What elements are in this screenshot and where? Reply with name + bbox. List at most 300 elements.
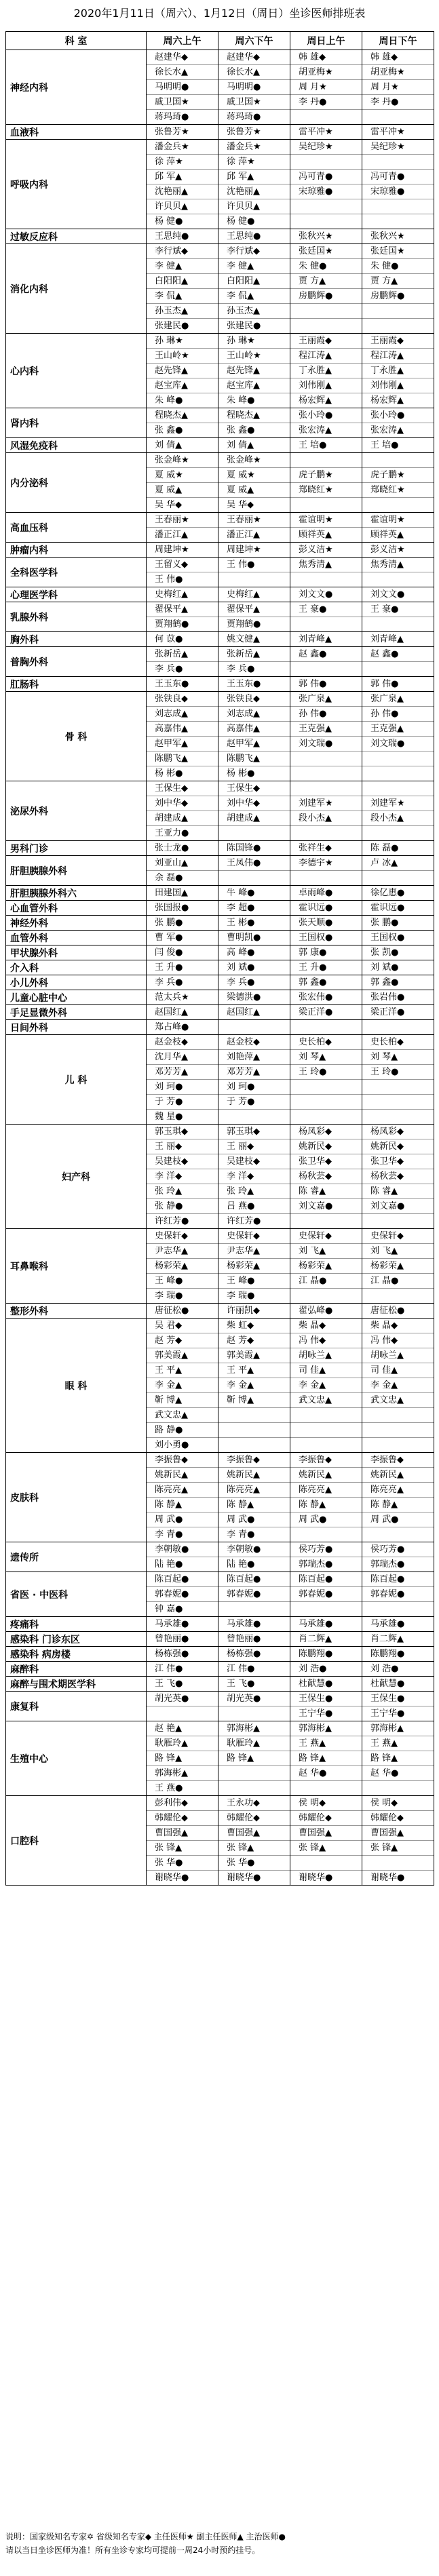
doctor-entry	[362, 1110, 434, 1124]
doctor-entry: 杨凤彩◆	[362, 1125, 434, 1139]
doctor-entry: 王保生●	[362, 1692, 434, 1706]
doctor-entry: 周 武●	[290, 1513, 362, 1527]
doctor-entry: 吴纪珍★	[362, 140, 434, 155]
doctor-entry: 翟保平▲	[218, 602, 290, 617]
doctor-entry: 王 燕●	[155, 1783, 183, 1793]
schedule-cell	[362, 841, 434, 856]
doctor-entry: 张金峰★	[147, 453, 218, 468]
doctor-entry: 陆 艳●	[155, 1559, 183, 1569]
doctor-entry	[290, 155, 362, 170]
header-sat-pm: 周六下午	[218, 32, 290, 50]
doctor-entry: 郭瑞杰●	[370, 1559, 405, 1569]
doctor-entry: 郭美霞▲	[147, 1348, 218, 1363]
doctor-entry: 霍谊明★	[290, 513, 362, 528]
doctor-entry: 王 燕▲	[362, 1736, 434, 1751]
doctor-entry: 王 平▲	[147, 1363, 218, 1378]
doctor-entry: 曹国强▲	[290, 1826, 362, 1841]
schedule-cell	[147, 1005, 218, 1020]
doctor-entry: 何 苡●	[155, 634, 183, 644]
department-name: 过敏反应科	[6, 229, 147, 244]
department-name: 肝胆胰腺外科	[6, 856, 147, 886]
doctor-entry: 于 芳●	[147, 1095, 218, 1110]
doctor-entry: 郭春妮●	[218, 1587, 290, 1602]
doctor-entry: 张宏涛▲	[299, 425, 332, 435]
doctor-entry: 张士龙●	[155, 843, 189, 853]
table-row	[6, 1035, 434, 1125]
doctor-entry	[362, 453, 434, 468]
schedule-cell	[362, 1005, 434, 1020]
schedule-cell	[362, 1662, 434, 1677]
table-row	[6, 408, 434, 438]
doctor-entry: 宋琼雅●	[362, 184, 434, 199]
table-row	[6, 1721, 434, 1796]
schedule-cell	[362, 1229, 434, 1304]
doctor-entry: 张 鑫●	[227, 425, 255, 435]
schedule-cell	[362, 408, 434, 438]
doctor-entry: 刘建军★	[290, 796, 362, 811]
doctor-entry: 朱 峰●	[227, 395, 255, 406]
doctor-entry: 许贝贝▲	[147, 199, 218, 214]
schedule-cell	[362, 916, 434, 931]
schedule-cell	[362, 1692, 434, 1721]
schedule-cell	[362, 558, 434, 587]
schedule-cell	[290, 1020, 362, 1035]
table-row	[6, 1617, 434, 1632]
schedule-cell	[147, 916, 218, 931]
department-name: 心血管外科	[6, 901, 147, 916]
schedule-cell	[290, 781, 362, 841]
doctor-entry: 刘 琴▲	[362, 1050, 434, 1065]
schedule-cell	[362, 781, 434, 841]
doctor-entry: 陈百起●	[147, 1572, 218, 1587]
doctor-entry: 韩耀伦◆	[218, 1811, 290, 1826]
doctor-entry	[290, 1438, 362, 1452]
doctor-entry: 王山岭★	[218, 349, 290, 364]
department-name: 整形外科	[6, 1304, 147, 1319]
doctor-entry: 张鲁芳★	[155, 127, 189, 137]
doctor-entry: 李 兵●	[227, 977, 255, 988]
doctor-entry: 张 鑫●	[155, 425, 183, 435]
doctor-entry: 史保轩◆	[362, 1229, 434, 1244]
doctor-entry: 程晓杰▲	[147, 408, 218, 423]
doctor-entry	[147, 1706, 218, 1721]
doctor-entry	[290, 199, 362, 214]
department-name: 肿瘤内科	[6, 543, 147, 558]
doctor-entry	[362, 766, 434, 781]
doctor-entry: 谢晓华●	[370, 1873, 405, 1883]
doctor-entry	[218, 1110, 290, 1124]
schedule-cell	[147, 990, 218, 1005]
schedule-table	[5, 31, 434, 1886]
doctor-entry: 李朝敏●	[218, 1542, 290, 1557]
schedule-cell	[362, 886, 434, 901]
doctor-entry: 王丽霞◆	[362, 334, 434, 349]
schedule-cell	[218, 1677, 290, 1692]
doctor-entry: 胡建成▲	[218, 811, 290, 826]
doctor-entry: 雷平冲★	[299, 127, 333, 137]
doctor-entry: 丁永胜▲	[290, 364, 362, 378]
doctor-entry: 赵先锋▲	[147, 364, 218, 378]
doctor-entry: 胡咏兰▲	[362, 1348, 434, 1363]
schedule-cell	[290, 543, 362, 558]
doctor-entry: 刘 斌●	[227, 962, 255, 973]
schedule-cell	[147, 513, 218, 543]
doctor-entry: 耿雁玲▲	[147, 1736, 218, 1751]
doctor-entry: 曹明凯●	[227, 933, 261, 943]
doctor-entry: 王玉东●	[227, 679, 261, 689]
department-name: 风湿免疫科	[6, 438, 147, 453]
department-name: 普胸外科	[6, 647, 147, 677]
doctor-entry: 刘中华◆	[218, 796, 290, 811]
schedule-cell	[218, 931, 290, 945]
doctor-entry: 余 磊●	[155, 873, 183, 883]
doctor-entry: 陈百起●	[290, 1572, 362, 1587]
doctor-entry: 江 伟●	[227, 1664, 255, 1674]
schedule-cell	[218, 50, 290, 125]
header-sun-pm: 周日下午	[362, 32, 434, 50]
doctor-entry: 刘 珂●	[218, 1080, 290, 1095]
schedule-cell	[218, 1632, 290, 1647]
doctor-entry: 李 洋◆	[147, 1169, 218, 1184]
schedule-cell	[362, 692, 434, 781]
schedule-cell	[218, 990, 290, 1005]
doctor-entry: 李 超●	[227, 903, 255, 913]
schedule-cell	[147, 438, 218, 453]
doctor-entry: 肖二辉▲	[370, 1634, 404, 1644]
schedule-cell	[290, 916, 362, 931]
department-name: 肝胆胰腺外科六	[6, 886, 147, 901]
schedule-cell	[218, 229, 290, 244]
doctor-entry	[290, 1020, 362, 1034]
department-name: 省医 · 中医科	[6, 1572, 147, 1617]
schedule-cell	[147, 50, 218, 125]
schedule-cell	[147, 1677, 218, 1692]
doctor-entry: 王 培●	[370, 440, 399, 450]
schedule-body	[6, 50, 434, 1886]
department-name: 手足显微外科	[6, 1005, 147, 1020]
doctor-entry: 刘文瑞●	[290, 737, 362, 752]
header-sun-am: 周日上午	[290, 32, 362, 50]
schedule-cell	[218, 1721, 290, 1796]
doctor-entry: 吴 华◆	[155, 500, 183, 510]
table-row	[6, 543, 434, 558]
doctor-entry: 顾祥英▲	[370, 530, 404, 540]
department-name: 呼吸内科	[6, 140, 147, 229]
doctor-entry: 刘志成▲	[218, 707, 290, 722]
doctor-entry: 王 燕▲	[290, 1736, 362, 1751]
table-row	[6, 438, 434, 453]
doctor-entry: 王 培●	[299, 440, 327, 450]
doctor-entry: 田建国▲	[155, 888, 188, 898]
schedule-cell	[290, 1035, 362, 1125]
doctor-entry	[362, 110, 434, 124]
doctor-entry: 刘 倩▲	[155, 440, 183, 450]
table-row	[6, 1125, 434, 1229]
doctor-entry: 李 金▲	[290, 1378, 362, 1393]
schedule-cell	[290, 408, 362, 438]
doctor-entry: 李 丹●	[362, 95, 434, 110]
doctor-entry: 王 彬●	[227, 918, 255, 928]
doctor-entry: 王宁华●	[299, 1709, 333, 1719]
table-row	[6, 140, 434, 229]
doctor-entry: 周 武●	[147, 1513, 218, 1527]
notice-line: 请以当日坐诊医师为准！所有坐诊专家均可提前一周24小时预约挂号。	[5, 2545, 261, 2555]
doctor-entry: 陈鹏飞▲	[218, 752, 290, 766]
doctor-entry: 尹志华▲	[218, 1244, 290, 1259]
doctor-entry: 郭玉琪◆	[147, 1125, 218, 1139]
doctor-entry	[362, 319, 434, 333]
doctor-entry: 杨秋芸◆	[290, 1169, 362, 1184]
schedule-cell	[147, 229, 218, 244]
doctor-entry: 周建坤★	[227, 545, 261, 555]
schedule-cell	[290, 602, 362, 632]
doctor-entry: 刘文文●	[370, 589, 405, 600]
schedule-cell	[362, 931, 434, 945]
doctor-entry: 王 玲●	[290, 1065, 362, 1080]
schedule-cell	[290, 975, 362, 990]
doctor-entry	[290, 304, 362, 319]
doctor-entry: 张 锋▲	[290, 1841, 362, 1856]
doctor-entry: 蒋玛琦●	[227, 112, 261, 122]
doctor-entry: 赵国红▲	[155, 1007, 188, 1017]
doctor-entry: 朱 健●	[290, 259, 362, 274]
doctor-entry: 郑占峰●	[155, 1022, 189, 1032]
doctor-entry: 吕 燕●	[218, 1199, 290, 1214]
doctor-entry: 郭美霞▲	[218, 1348, 290, 1363]
schedule-cell	[362, 125, 434, 140]
table-row	[6, 931, 434, 945]
department-name: 皮肤科	[6, 1453, 147, 1542]
doctor-entry: 邱 军▲	[147, 170, 218, 184]
doctor-entry: 刘 飞▲	[290, 1244, 362, 1259]
doctor-entry: 杨彩荣▲	[147, 1259, 218, 1274]
doctor-entry: 郭海彬▲	[147, 1766, 218, 1781]
schedule-cell	[147, 125, 218, 140]
doctor-entry: 翟弘峰●	[299, 1306, 333, 1316]
doctor-entry: 郭 伟●	[370, 679, 399, 689]
doctor-entry: 韩耀伦◆	[290, 1811, 362, 1826]
schedule-cell	[218, 1005, 290, 1020]
schedule-cell	[362, 975, 434, 990]
schedule-cell	[147, 543, 218, 558]
schedule-cell	[362, 602, 434, 632]
schedule-cell	[147, 931, 218, 945]
schedule-cell	[362, 1319, 434, 1453]
doctor-entry	[362, 752, 434, 766]
doctor-entry: 韩耀伦◆	[362, 1811, 434, 1826]
doctor-entry: 彭利伟◆	[147, 1796, 218, 1811]
doctor-entry: 李行斌◆	[218, 244, 290, 259]
doctor-entry: 王 伟●	[218, 558, 290, 572]
schedule-cell	[147, 1632, 218, 1647]
schedule-cell	[147, 1662, 218, 1677]
doctor-entry: 郭春妮●	[362, 1587, 434, 1602]
table-row	[6, 1319, 434, 1453]
schedule-cell	[218, 781, 290, 841]
doctor-entry: 潘金兵★	[147, 140, 218, 155]
doctor-entry: 徐 萍★	[147, 155, 218, 170]
department-name: 口腔科	[6, 1796, 147, 1886]
doctor-entry: 于 芳●	[218, 1095, 290, 1110]
doctor-entry: 邓芳芳▲	[218, 1065, 290, 1080]
doctor-entry: 侯巧芳●	[362, 1542, 434, 1557]
schedule-cell	[218, 334, 290, 408]
doctor-entry: 陈 静▲	[147, 1498, 218, 1513]
doctor-entry	[362, 1438, 434, 1452]
department-name: 生殖中心	[6, 1721, 147, 1796]
schedule-cell	[147, 886, 218, 901]
schedule-cell	[147, 1796, 218, 1886]
schedule-cell	[290, 692, 362, 781]
department-name: 骨 科	[6, 692, 147, 781]
doctor-entry: 徐 萍★	[218, 155, 290, 170]
header-department: 科 室	[6, 32, 147, 50]
table-row	[6, 453, 434, 513]
schedule-cell	[147, 602, 218, 632]
doctor-entry: 高 峰●	[227, 948, 255, 958]
doctor-entry: 谢晓华●	[155, 1873, 189, 1883]
doctor-entry: 王保生◆	[218, 781, 290, 796]
doctor-entry: 王永功◆	[218, 1796, 290, 1811]
doctor-entry: 吴 君◆	[147, 1319, 218, 1333]
doctor-entry: 王 飞●	[155, 1679, 183, 1689]
schedule-cell	[147, 1617, 218, 1632]
table-row	[6, 125, 434, 140]
schedule-cell	[362, 453, 434, 513]
doctor-entry: 戚卫国★	[218, 95, 290, 110]
doctor-entry: 柴 晶◆	[362, 1319, 434, 1333]
schedule-cell	[290, 513, 362, 543]
doctor-entry: 马明明●	[147, 80, 218, 95]
schedule-cell	[290, 1005, 362, 1020]
table-row	[6, 50, 434, 125]
doctor-entry: 邱 军▲	[218, 170, 290, 184]
doctor-entry: 李 金▲	[218, 1378, 290, 1393]
table-row	[6, 1453, 434, 1542]
doctor-entry	[290, 1110, 362, 1124]
doctor-entry	[218, 1408, 290, 1423]
doctor-entry	[290, 498, 362, 512]
schedule-cell	[290, 931, 362, 945]
doctor-entry: 王 玲●	[362, 1065, 434, 1080]
doctor-entry: 谢晓华●	[299, 1873, 333, 1883]
schedule-cell	[218, 244, 290, 334]
doctor-entry: 张宏伟●	[299, 992, 333, 1002]
doctor-entry	[218, 1438, 290, 1452]
doctor-entry: 陈亮亮▲	[290, 1483, 362, 1498]
doctor-entry: 姚新民▲	[362, 1468, 434, 1483]
department-name: 内分泌科	[6, 453, 147, 513]
schedule-cell	[147, 334, 218, 408]
schedule-cell	[362, 945, 434, 960]
schedule-cell	[147, 975, 218, 990]
schedule-cell	[218, 1662, 290, 1677]
doctor-entry: 魏 星●	[155, 1112, 183, 1122]
doctor-entry: 刘伟刚▲	[290, 378, 362, 393]
schedule-cell	[290, 647, 362, 677]
doctor-entry	[290, 319, 362, 333]
schedule-cell	[362, 438, 434, 453]
doctor-entry	[218, 826, 290, 840]
department-name: 高血压科	[6, 513, 147, 543]
doctor-entry: 王 伟●	[155, 574, 183, 585]
doctor-entry: 翟保平▲	[147, 602, 218, 617]
doctor-entry: 刘 琴▲	[290, 1050, 362, 1065]
doctor-entry: 耿雁玲▲	[218, 1736, 290, 1751]
schedule-table-wrap	[5, 31, 434, 1886]
schedule-cell	[290, 841, 362, 856]
doctor-entry: 陈百起●	[218, 1572, 290, 1587]
doctor-entry: 王玉东●	[155, 679, 189, 689]
doctor-entry: 徐长水▲	[218, 65, 290, 80]
doctor-entry: 郭 鑫●	[299, 977, 327, 988]
department-name: 感染科 病房楼	[6, 1647, 147, 1662]
doctor-entry: 王克强▲	[290, 722, 362, 737]
schedule-cell	[147, 856, 218, 886]
doctor-entry: 张铁良◆	[218, 692, 290, 707]
doctor-entry: 史长柏◆	[362, 1035, 434, 1050]
schedule-cell	[362, 1304, 434, 1319]
schedule-cell	[362, 229, 434, 244]
doctor-entry: 李 金▲	[362, 1378, 434, 1393]
doctor-entry: 赵 华●	[290, 1766, 362, 1781]
doctor-entry: 张 凯●	[370, 948, 399, 958]
doctor-entry: 刘文嘉●	[362, 1199, 434, 1214]
schedule-cell	[362, 632, 434, 647]
doctor-entry: 李 洋◆	[218, 1169, 290, 1184]
doctor-entry	[290, 1408, 362, 1423]
doctor-entry: 史保轩◆	[290, 1229, 362, 1244]
doctor-entry: 赵 芳◆	[147, 1333, 218, 1348]
department-name: 康复科	[6, 1692, 147, 1721]
doctor-entry: 刘中华◆	[147, 796, 218, 811]
schedule-cell	[290, 886, 362, 901]
doctor-entry: 孙 琳★	[147, 334, 218, 349]
schedule-cell	[362, 960, 434, 975]
doctor-entry: 许贝贝▲	[218, 199, 290, 214]
doctor-entry: 郭春妮●	[147, 1587, 218, 1602]
doctor-entry: 王春丽★	[147, 513, 218, 528]
doctor-entry: 赵宝库▲	[147, 378, 218, 393]
schedule-cell	[147, 140, 218, 229]
doctor-entry: 贾 方▲	[290, 274, 362, 289]
schedule-cell	[290, 1304, 362, 1319]
doctor-entry: 曹国强▲	[362, 1826, 434, 1841]
doctor-entry: 李 青●	[227, 1529, 255, 1540]
doctor-entry: 李 金▲	[147, 1378, 218, 1393]
doctor-entry: 史保轩◆	[147, 1229, 218, 1244]
schedule-cell	[218, 125, 290, 140]
doctor-entry: 李振鲁◆	[218, 1453, 290, 1468]
doctor-entry: 张 锋▲	[147, 1841, 218, 1856]
doctor-entry: 靳 博▲	[218, 1393, 290, 1408]
schedule-cell	[362, 140, 434, 229]
schedule-cell	[147, 558, 218, 587]
doctor-entry: 钟 嘉●	[155, 1604, 183, 1614]
doctor-entry	[362, 826, 434, 840]
doctor-entry: 张 鹏●	[370, 918, 399, 928]
doctor-entry: 夏 威★	[147, 468, 218, 483]
doctor-entry: 郭瑞杰●	[299, 1559, 333, 1569]
doctor-entry: 周建坤★	[155, 545, 189, 555]
doctor-entry: 吴建枝◆	[147, 1154, 218, 1169]
schedule-cell	[290, 960, 362, 975]
department-name: 胸外科	[6, 632, 147, 647]
schedule-cell	[362, 1572, 434, 1617]
schedule-cell	[218, 1020, 290, 1035]
doctor-entry: 白阳阳▲	[218, 274, 290, 289]
doctor-entry: 吴 华◆	[227, 500, 254, 510]
